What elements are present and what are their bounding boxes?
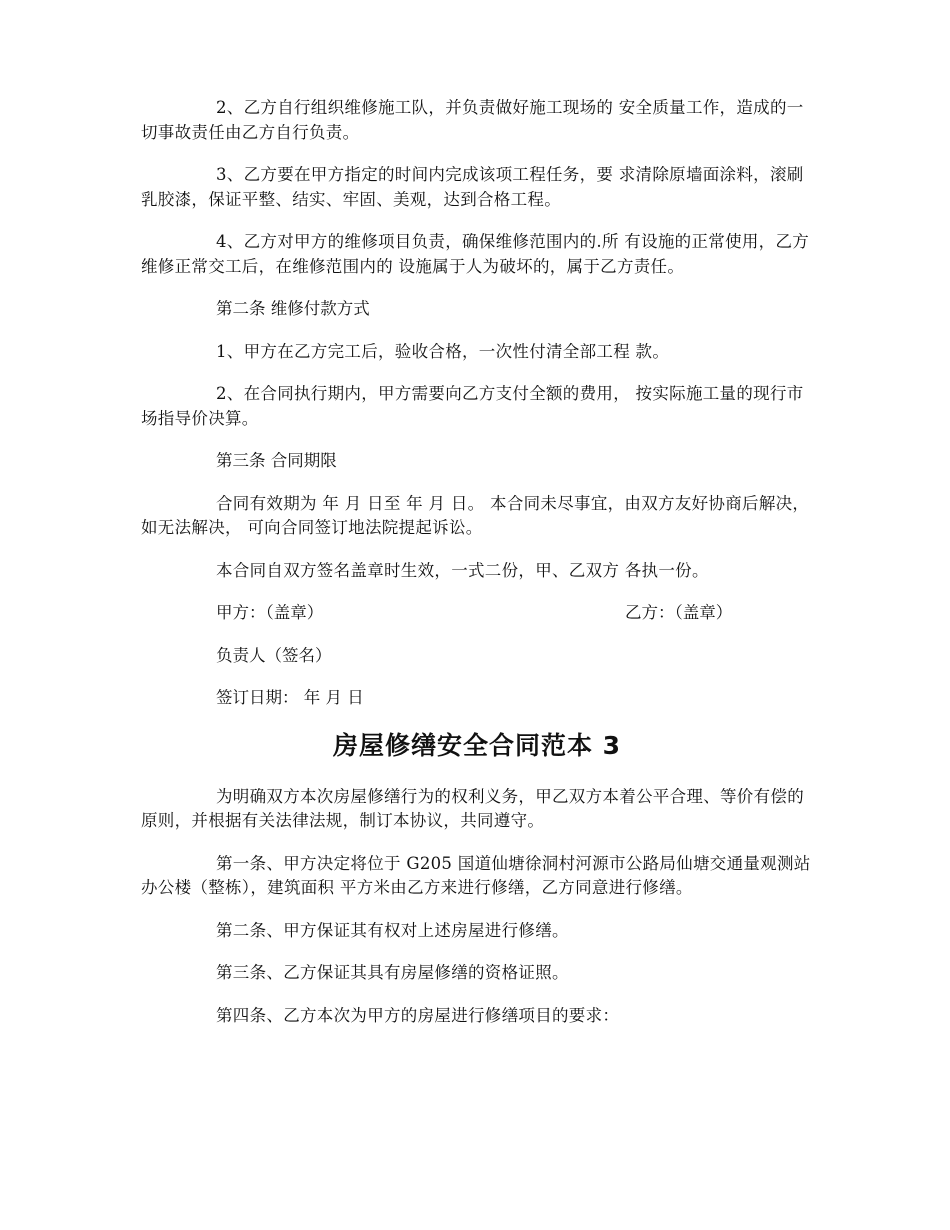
party-a-seal-label: 甲方：（盖章） — [216, 603, 324, 622]
clause-paragraph-item-4: 4、乙方对甲方的维修项目负责，确保维修范围内的.所 有设施的正常使用，乙方维修正常交工后，在维修范围内的 设施属于人为破坏的，属于乙方责任。 — [141, 232, 810, 276]
party-b-seal-label: 乙方：（盖章） — [625, 603, 733, 622]
article-2-paragraph: 第二条、甲方保证其有权对上述房屋进行修缮。 — [216, 920, 569, 940]
section-heading-payment: 第二条 维修付款方式 — [216, 299, 370, 318]
article-4-paragraph: 第四条、乙方本次为甲方的房屋进行修缮项目的要求： — [216, 1005, 620, 1025]
section-heading-term: 第三条 合同期限 — [216, 451, 337, 470]
clause-paragraph-item-2: 2、乙方自行组织维修施工队，并负责做好施工现场的 安全质量工作，造成的一切事故责任由乙方自行负责。 — [141, 98, 804, 142]
effective-paragraph: 本合同自双方签名盖章时生效，一式二份，甲、乙双方 各执一份。 — [216, 560, 709, 580]
clause-paragraph-item-3: 3、乙方要在甲方指定的时间内完成该项工程任务，要 求清除原墙面涂料，滚刷乳胶漆，保证平整、结实、牢固、美观，达到合格工程。 — [141, 165, 804, 209]
article-3-paragraph: 第三条、乙方保证其具有房屋修缮的资格证照。 — [216, 963, 569, 982]
document-title: 房屋修缮安全合同范本 3 — [332, 730, 622, 760]
article-1-paragraph: 第一条、甲方决定将位于 G205 国道仙塘徐洞村河源市公路局仙塘交通量观测站办公楼（整栋），建筑面积 平方米由乙方来进行修缮，乙方同意进行修缮。 — [141, 853, 811, 897]
signature-row — [141, 601, 813, 626]
term-paragraph: 合同有效期为 年 月 日至 年 月 日。 本合同未尽事宜，由双方友好协商后解决，如无法解决， 可向合同签订地法院提起诉讼。 — [141, 493, 810, 537]
responsible-person-label: 负责人（签名） — [216, 645, 332, 665]
intro-paragraph: 为明确双方本次房屋修缮行为的权利义务，甲乙双方本着公平合理、等价有偿的原则，并根据有关法律法规，制订本协议，共同遵守。 — [141, 786, 804, 830]
payment-paragraph-1: 1、甲方在乙方完工后，验收合格，一次性付清全部工程 款。 — [216, 341, 670, 361]
document-page — [141, 96, 813, 1046]
sign-date-label: 签订日期： 年 月 日 — [216, 688, 364, 707]
payment-paragraph-2: 2、在合同执行期内，甲方需要向乙方支付全额的费用， 按实际施工量的现行市场指导价决算。 — [141, 384, 804, 428]
